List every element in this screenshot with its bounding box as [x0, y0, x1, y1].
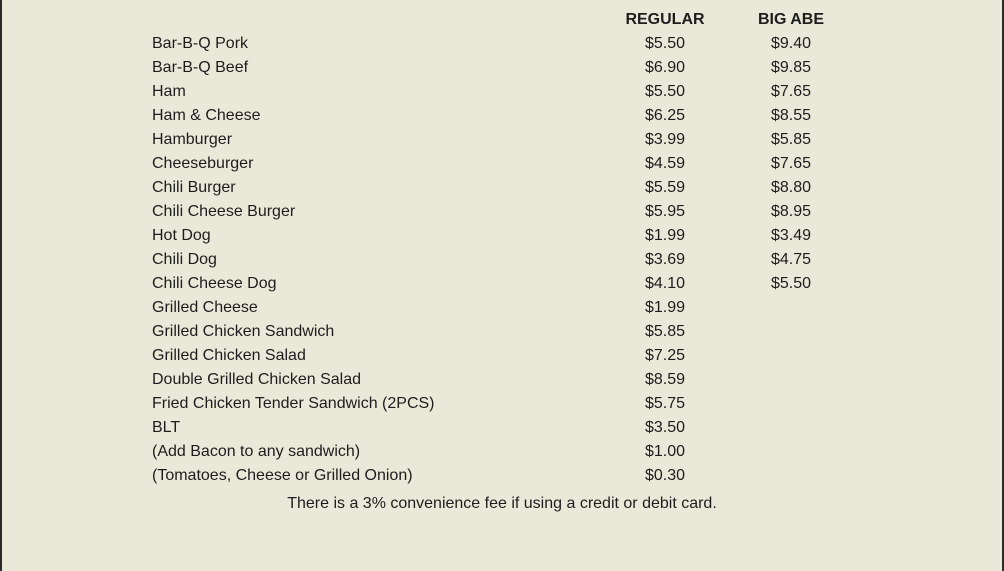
big-abe-price: $7.65	[770, 155, 812, 172]
big-abe-price: $8.95	[770, 203, 812, 220]
regular-price: $8.59	[644, 371, 686, 388]
menu-item-row	[152, 368, 852, 392]
menu-item-name: Chili Burger	[152, 179, 236, 196]
regular-column-header: REGULAR	[625, 11, 705, 28]
menu-item-name: Cheeseburger	[152, 155, 254, 172]
menu-item-name: Ham & Cheese	[152, 107, 261, 124]
big-abe-price: $9.40	[770, 35, 812, 52]
menu-item-row	[152, 248, 852, 272]
menu-item-name: (Tomatoes, Cheese or Grilled Onion)	[152, 467, 413, 484]
menu-item-row	[152, 440, 852, 464]
menu-item-row	[152, 296, 852, 320]
regular-price: $1.00	[644, 443, 686, 460]
regular-price: $6.90	[644, 59, 686, 76]
menu-item-name: Fried Chicken Tender Sandwich (2PCS)	[152, 395, 435, 412]
big-abe-price: $4.75	[770, 251, 812, 268]
menu-item-row	[152, 416, 852, 440]
big-abe-price: $9.85	[770, 59, 812, 76]
big-abe-price: $5.50	[770, 275, 812, 292]
menu-item-row	[152, 56, 852, 80]
big-abe-price: $8.80	[770, 179, 812, 196]
big-abe-column-header: BIG ABE	[757, 11, 825, 28]
menu-item-row	[152, 32, 852, 56]
menu-item-row	[152, 152, 852, 176]
menu-item-name: (Add Bacon to any sandwich)	[152, 443, 361, 460]
menu-item-name: Grilled Cheese	[152, 299, 258, 316]
big-abe-price: $8.55	[770, 107, 812, 124]
big-abe-price: $5.85	[770, 131, 812, 148]
big-abe-price: $7.65	[770, 83, 812, 100]
menu-item-row	[152, 176, 852, 200]
price-header-row	[152, 8, 852, 32]
regular-price: $3.50	[644, 419, 686, 436]
convenience-fee-note: There is a 3% convenience fee if using a credit or debit card.	[287, 495, 717, 512]
menu-item-row	[152, 104, 852, 128]
regular-price: $4.59	[644, 155, 686, 172]
menu-item-name: Chili Cheese Burger	[152, 203, 296, 220]
menu-item-name: Grilled Chicken Sandwich	[152, 323, 335, 340]
menu-item-row	[152, 272, 852, 296]
menu-item-row	[152, 200, 852, 224]
menu-item-row	[152, 464, 852, 488]
regular-price: $1.99	[644, 299, 686, 316]
menu-item-row	[152, 224, 852, 248]
menu-item-name: Hamburger	[152, 131, 233, 148]
menu-item-name: Bar-B-Q Pork	[152, 35, 249, 52]
regular-price: $3.69	[644, 251, 686, 268]
regular-price: $3.99	[644, 131, 686, 148]
menu-item-name: Bar-B-Q Beef	[152, 59, 249, 76]
regular-price: $5.75	[644, 395, 686, 412]
regular-price: $5.59	[644, 179, 686, 196]
big-abe-price: $3.49	[770, 227, 812, 244]
regular-price: $5.50	[644, 83, 686, 100]
regular-price: $5.50	[644, 35, 686, 52]
regular-price: $5.95	[644, 203, 686, 220]
menu-item-row	[152, 80, 852, 104]
regular-price: $0.30	[644, 467, 686, 484]
menu-item-name: Hot Dog	[152, 227, 211, 244]
regular-price: $6.25	[644, 107, 686, 124]
menu-item-name: BLT	[152, 419, 181, 436]
menu-item-row	[152, 320, 852, 344]
regular-price: $7.25	[644, 347, 686, 364]
menu-item-name: Ham	[152, 83, 186, 100]
regular-price: $4.10	[644, 275, 686, 292]
menu-item-row	[152, 344, 852, 368]
menu-item-name: Double Grilled Chicken Salad	[152, 371, 361, 388]
menu-item-row	[152, 128, 852, 152]
menu-item-name: Chili Dog	[152, 251, 217, 268]
regular-price: $5.85	[644, 323, 686, 340]
menu-item-name: Grilled Chicken Salad	[152, 347, 306, 364]
menu-price-table	[152, 8, 852, 488]
menu-item-list	[152, 32, 852, 488]
menu-item-name: Chili Cheese Dog	[152, 275, 277, 292]
regular-price: $1.99	[644, 227, 686, 244]
menu-item-row	[152, 392, 852, 416]
